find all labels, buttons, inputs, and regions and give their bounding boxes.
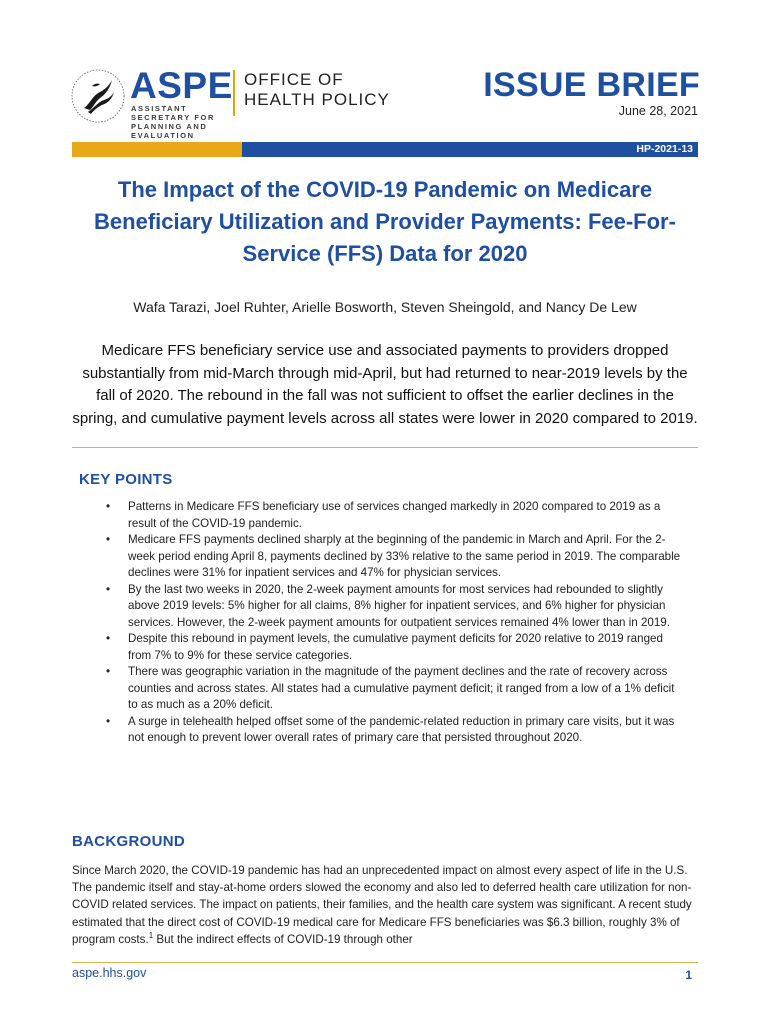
bullet-icon: • — [106, 714, 111, 728]
key-point-item — [96, 499, 686, 532]
key-point-item — [96, 714, 686, 747]
key-points-list — [96, 499, 686, 747]
aspe-logo-subtitle: ASSISTANT SECRETARY FOR PLANNING AND EVALUATION — [131, 104, 216, 140]
publication-date: June 28, 2021 — [618, 104, 698, 118]
hhs-seal-logo — [70, 68, 126, 124]
report-number: HP-2021-13 — [636, 143, 693, 155]
background-text: Since March 2020, the COVID-19 pandemic has had an unprecedented impact on almost every aspect of life in the U.S. The pandemic itself and stay-at-home orders slowed the economy and also led to deferred health care utilization for non-COVID related services. The impact on patients, their families, and the health care system was significant. A recent study estimated that the direct cost of COVID-19 medical care for Medicare FFS beneficiaries was $6.3 billion, roughly 3% of program costs. — [72, 864, 692, 946]
bullet-icon: • — [106, 533, 111, 546]
key-point-item — [96, 631, 686, 664]
key-point-text: There was geographic variation in the magnitude of the payment declines and the rate of recovery across counties and across states. All states had a cumulative payment deficit; it ranged from a low of a 1% deficit to as much as a 20% deficit. — [128, 665, 675, 711]
office-line-1: OFFICE OF — [244, 70, 344, 89]
bullet-icon: • — [106, 632, 111, 645]
bullet-icon: • — [106, 582, 111, 596]
office-line-2: HEALTH POLICY — [244, 90, 390, 109]
key-point-item — [96, 582, 686, 632]
footer-url[interactable]: aspe.hhs.gov — [72, 966, 147, 980]
office-name — [244, 70, 390, 110]
key-point-item — [96, 664, 686, 714]
logo-divider — [233, 70, 235, 116]
key-point-text: A surge in telehealth helped offset some of the pandemic-related reduction in primary care visits, but it was not enough to prevent lower overall rates of primary care that persisted throughout 2020. — [128, 714, 675, 744]
summary: Medicare FFS beneficiary service use and associated payments to providers dropped substantially from mid-March through mid-April, but had returned to near-2019 levels by the fall of 2020. The rebound in the fall was not sufficient to offset the earlier declines in the spring, and cumulative payment levels across all states were lower in 2020 compared to 2019. — [72, 342, 698, 427]
key-point-text: Despite this rebound in payment levels, the cumulative payment deficits for 2020 relative to 2019 ranged from 7% to 9% for these service categories. — [128, 632, 663, 662]
bullet-icon: • — [106, 500, 111, 513]
key-points-heading: KEY POINTS — [79, 471, 173, 488]
background-text-continued: But the indirect effects of COVID-19 through other — [153, 932, 413, 946]
key-point-text: Medicare FFS payments declined sharply at the beginning of the pandemic in March and April. For the 2-week period ending April 8, payments declined by 33% relative to the same period in 2019. The comparable declines were 31% for inpatient services and 47% for physician services. — [128, 533, 681, 579]
authors: Wafa Tarazi, Joel Ruhter, Arielle Bosworth, Steven Sheingold, and Nancy De Lew — [133, 299, 637, 315]
document-type: ISSUE BRIEF — [483, 66, 700, 104]
key-point-text: By the last two weeks in 2020, the 2-week payment amounts for most services had rebounded to slightly above 2019 levels: 5% higher for all claims, 8% higher for inpatient services, and 6% higher for physician services. However, the 2-week payment amounts for outpatient services remained 4% lower than in 2019. — [128, 582, 670, 629]
footer-divider — [72, 962, 698, 963]
page-number: 1 — [685, 968, 692, 982]
bullet-icon: • — [106, 665, 111, 678]
aspe-logo-wordmark: ASPE — [130, 65, 233, 106]
background-paragraph — [72, 862, 700, 948]
key-point-text: Patterns in Medicare FFS beneficiary use of services changed markedly in 2020 compared to 2019 as a result of the COVID-19 pandemic. — [128, 500, 661, 530]
header-band-accent — [72, 142, 242, 157]
background-heading: BACKGROUND — [72, 833, 185, 850]
key-point-item — [96, 532, 686, 582]
section-divider — [72, 447, 698, 448]
footnote-ref[interactable]: 1 — [148, 930, 154, 940]
document-title: The Impact of the COVID-19 Pandemic on Medicare Beneficiary Utilization and Provider Payments: Fee-For-Service (FFS) Data for 2020 — [94, 177, 676, 266]
